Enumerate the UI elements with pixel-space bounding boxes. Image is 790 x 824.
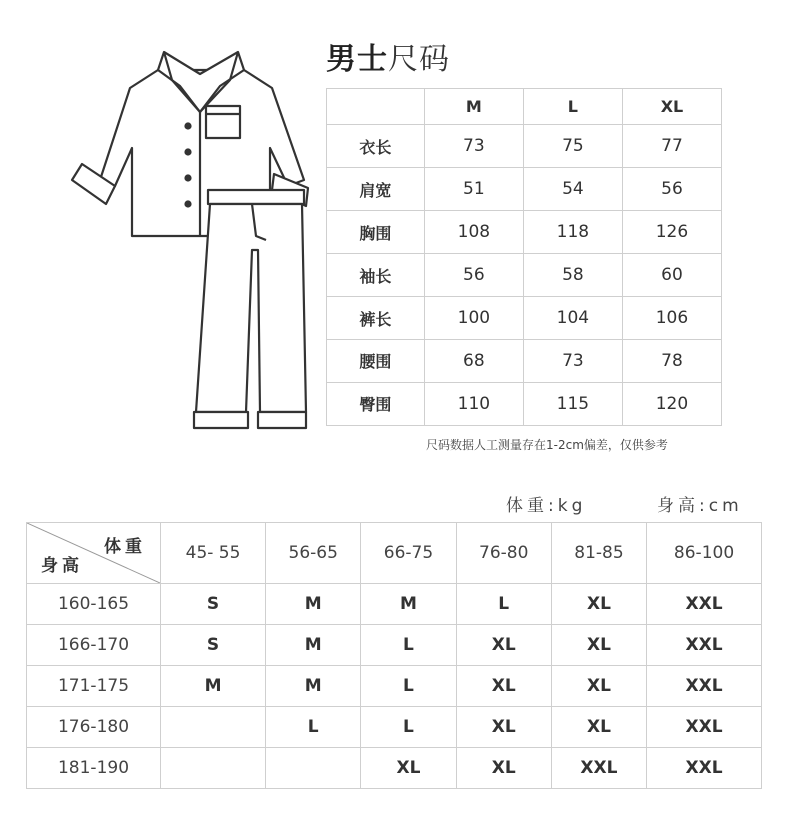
size-cell: [161, 707, 266, 748]
title-bold: 男士: [326, 42, 388, 77]
height-cell: 171-175: [27, 666, 161, 707]
weight-header: 81-85: [551, 523, 646, 584]
weight-header: 56-65: [266, 523, 361, 584]
size-cell: XL: [456, 748, 551, 789]
row-label: 裤长: [327, 297, 425, 340]
size-cell: XXL: [647, 584, 762, 625]
row-label: 胸围: [327, 211, 425, 254]
table-row: [327, 297, 722, 340]
header-cell: M: [424, 89, 523, 125]
height-unit: 身高:cm: [657, 496, 743, 516]
height-cell: 181-190: [27, 748, 161, 789]
size-cell: XL: [456, 707, 551, 748]
table-cell: 106: [622, 297, 721, 340]
size-cell: XL: [551, 584, 646, 625]
table-cell: 68: [424, 340, 523, 383]
corner-weight-label: 体重: [104, 537, 146, 557]
pajama-illustration: [60, 40, 320, 440]
size-cell: XXL: [647, 666, 762, 707]
table-header-row: [27, 523, 762, 584]
size-cell: XL: [361, 748, 456, 789]
table-row: [327, 340, 722, 383]
table-cell: 51: [424, 168, 523, 211]
size-cell: L: [456, 584, 551, 625]
weight-header: 45- 55: [161, 523, 266, 584]
table-cell: 56: [424, 254, 523, 297]
size-cell: XL: [551, 707, 646, 748]
size-cell: M: [266, 584, 361, 625]
table-cell: 110: [424, 382, 523, 425]
row-label: 腰围: [327, 340, 425, 383]
table-row: [327, 168, 722, 211]
measurement-note: 尺码数据人工测量存在1-2cm偏差，仅供参考: [426, 438, 668, 452]
size-cell: S: [161, 625, 266, 666]
table-cell: 78: [622, 340, 721, 383]
weight-header: 66-75: [361, 523, 456, 584]
fit-recommendation-table: [26, 522, 762, 789]
table-cell: 100: [424, 297, 523, 340]
header-cell: XL: [622, 89, 721, 125]
size-cell: M: [266, 625, 361, 666]
table-cell: 115: [523, 382, 622, 425]
size-cell: [266, 748, 361, 789]
table-row: [27, 625, 762, 666]
row-label: 臀围: [327, 382, 425, 425]
table-row: [27, 666, 762, 707]
weight-unit: 体重:kg: [506, 496, 587, 516]
table-row: [27, 707, 762, 748]
table-cell: 77: [622, 125, 721, 168]
size-cell: XXL: [647, 707, 762, 748]
table-cell: 60: [622, 254, 721, 297]
corner-height-label: 身高: [41, 556, 83, 576]
size-cell: XL: [456, 666, 551, 707]
size-cell: L: [361, 625, 456, 666]
table-cell: 58: [523, 254, 622, 297]
table-cell: 104: [523, 297, 622, 340]
table-cell: 56: [622, 168, 721, 211]
size-cell: M: [361, 584, 456, 625]
size-cell: L: [266, 707, 361, 748]
header-cell: [327, 89, 425, 125]
page-title: [326, 34, 450, 78]
table-row: [27, 584, 762, 625]
table-row: [27, 748, 762, 789]
table-header-row: [327, 89, 722, 125]
size-cell: XXL: [647, 748, 762, 789]
table-cell: 54: [523, 168, 622, 211]
size-cell: XXL: [551, 748, 646, 789]
garment-size-table: [326, 88, 722, 426]
size-cell: S: [161, 584, 266, 625]
table-cell: 75: [523, 125, 622, 168]
size-cell: XXL: [647, 625, 762, 666]
table-cell: 118: [523, 211, 622, 254]
table-cell: 126: [622, 211, 721, 254]
size-cell: L: [361, 666, 456, 707]
size-cell: [161, 748, 266, 789]
row-label: 袖长: [327, 254, 425, 297]
size-cell: XL: [551, 625, 646, 666]
size-cell: M: [266, 666, 361, 707]
table-cell: 108: [424, 211, 523, 254]
table-row: [327, 211, 722, 254]
weight-header: 86-100: [647, 523, 762, 584]
title-light: 尺码: [388, 42, 450, 77]
height-cell: 166-170: [27, 625, 161, 666]
weight-header: 76-80: [456, 523, 551, 584]
height-cell: 160-165: [27, 584, 161, 625]
header-cell: L: [523, 89, 622, 125]
size-cell: L: [361, 707, 456, 748]
size-cell: XL: [551, 666, 646, 707]
table-row: [327, 254, 722, 297]
corner-cell: [27, 523, 161, 584]
row-label: 衣长: [327, 125, 425, 168]
table-cell: 120: [622, 382, 721, 425]
size-cell: M: [161, 666, 266, 707]
table-cell: 73: [523, 340, 622, 383]
table-cell: 73: [424, 125, 523, 168]
height-cell: 176-180: [27, 707, 161, 748]
table-row: [327, 125, 722, 168]
row-label: 肩宽: [327, 168, 425, 211]
table-row: [327, 382, 722, 425]
size-cell: XL: [456, 625, 551, 666]
